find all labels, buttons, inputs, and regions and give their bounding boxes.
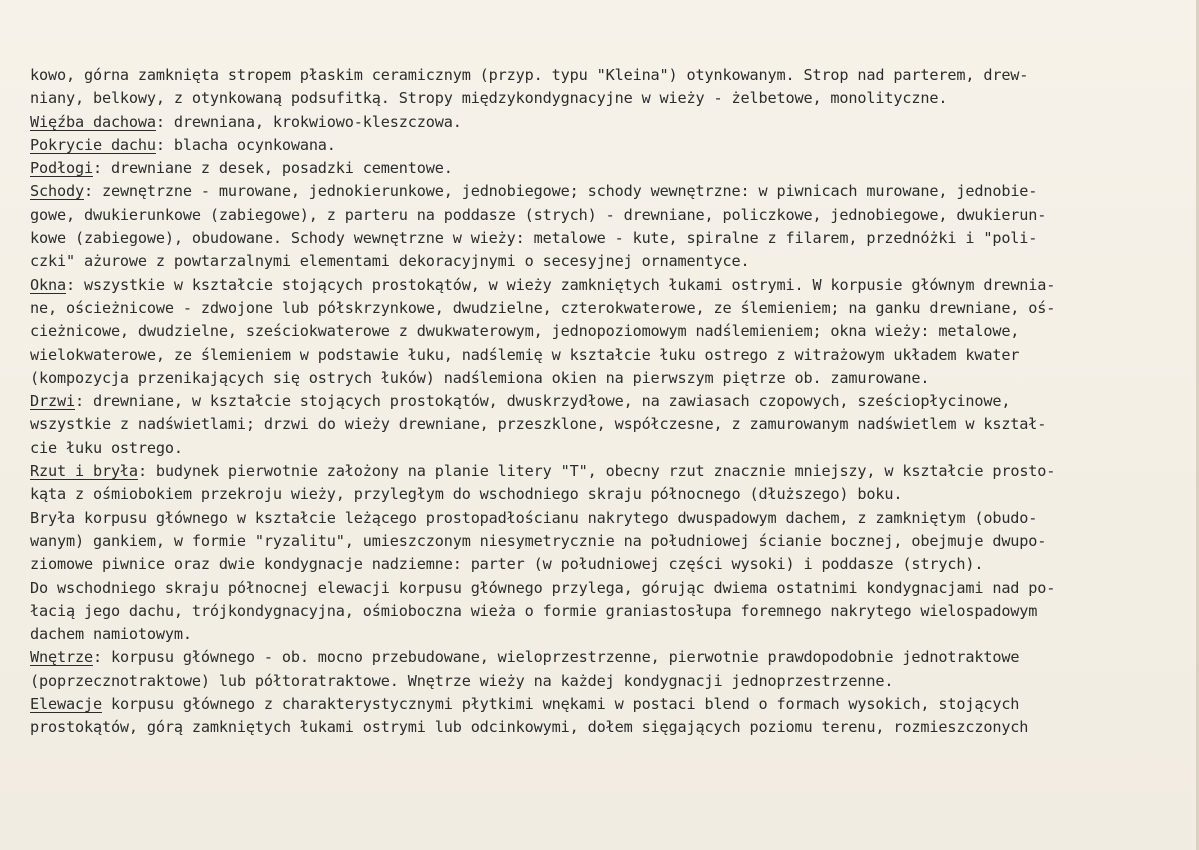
text-line: [30, 507, 1180, 530]
text-line: [30, 250, 1180, 273]
text-line: [30, 670, 1180, 693]
text-line: [30, 413, 1180, 436]
section-heading: Schody: [30, 182, 84, 201]
section-heading: Elewacje: [30, 695, 102, 714]
line-text: : budynek pierwotnie założony na planie litery "T", obecny rzut znacznie mniejszy, w kształcie prosto-: [137, 462, 1056, 481]
line-text: korpusu głównego z charakterystycznymi płytkimi wnękami w postaci blend o formach wysokich, stojących: [101, 695, 1020, 714]
section-heading: Rzut i bryła: [30, 462, 138, 481]
line-text: Bryła korpusu głównego w kształcie leżącego prostopadłościanu nakrytego dwuspadowym dachem, z zamkniętym (obudo-: [30, 508, 1038, 527]
text-line: [30, 600, 1180, 623]
text-line: [30, 483, 1180, 506]
text-line: [30, 693, 1180, 716]
line-text: łacią jego dachu, trójkondygnacyjna, ośmioboczna wieża o formie graniastosłupa foremnego nakrytego wielospadowym: [30, 601, 1038, 620]
text-line: [30, 577, 1180, 600]
line-text: kowe (zabiegowe), obudowane. Schody wewnętrzne w wieży: metalowe - kute, spiralne z filarem, przednóżki i "poli-: [30, 229, 1038, 248]
text-line: [30, 134, 1180, 157]
section-heading: Drzwi: [30, 392, 75, 411]
line-text: wielokwaterowe, ze ślemieniem w podstawie łuku, nadślemię w kształcie łuku ostrego z witrażowym układem kwater: [30, 345, 1020, 364]
line-text: kowo, górna zamknięta stropem płaskim ceramicznym (przyp. typu "Kleina") otynkowanym. Strop nad parterem, drew-: [30, 66, 1029, 84]
line-text: gowe, dwukierunkowe (zabiegowe), z parteru na poddasze (strych) - drewniane, policzkowe, jednobiegowe, dwukierun-: [30, 205, 1047, 224]
section-heading: Okna: [30, 275, 66, 294]
line-text: kąta z ośmiobokiem przekroju wieży, przyległym do wschodniego skraju północnego (dłuższego) boku.: [30, 485, 903, 504]
line-text: (kompozycja przenikających się ostrych łuków) nadślemiona okien na pierwszym piętrze ob. zamurowane.: [30, 368, 930, 387]
text-line: [30, 367, 1180, 390]
line-text: (poprzecznotraktowe) lub półtoratraktowe. Wnętrze wieży na każdej kondygnacji jednoprzestrzenne.: [30, 671, 894, 690]
text-line: [30, 553, 1180, 576]
line-text: ziomowe piwnice oraz dwie kondygnacje nadziemne: parter (w południowej części wysoki) i poddasze (strych).: [30, 555, 984, 574]
text-line: [30, 204, 1180, 227]
line-text: : drewniane z desek, posadzki cementowe.: [92, 159, 453, 178]
line-text: cieżnicowe, dwudzielne, sześciokwaterowe z dwukwaterowym, jednopoziomowym nadślemieniem; okna wieży: metalowe,: [30, 322, 1020, 341]
line-text: cie łuku ostrego.: [30, 438, 183, 457]
line-text: prostokątów, górą zamkniętych łukami ostrymi lub odcinkowymi, dołem sięgających poziomu terenu, rozmieszczonych: [30, 718, 1029, 737]
line-text: : zewnętrzne - murowane, jednokierunkowe, jednobiegowe; schody wewnętrzne: w piwnicach murowane, jednobie-: [83, 182, 1038, 201]
text-line: [30, 320, 1180, 343]
line-text: wszystkie z nadświetlami; drzwi do wieży drewniane, przeszklone, współczesne, z zamurowanym nadświetlem w kształ-: [30, 415, 1047, 434]
line-text: : drewniane, w kształcie stojących prostokątów, dwuskrzydłowe, na zawiasach czopowych, sześciopłycinowe,: [74, 392, 1011, 411]
line-text: : drewniana, krokwiowo-kleszczowa.: [155, 112, 462, 131]
text-line: [30, 437, 1180, 460]
text-line: [30, 111, 1180, 134]
text-line: [30, 646, 1180, 669]
section-heading: Wnętrze: [30, 648, 93, 667]
line-text: ne, ościeżnicowe - zdwojone lub półskrzynkowe, dwudzielne, czterokwaterowe, ze ślemieniem; na ganku drewniane, oś-: [30, 298, 1056, 317]
line-text: dachem namiotowym.: [30, 625, 192, 644]
text-line: [30, 157, 1180, 180]
text-line: [30, 274, 1180, 297]
text-line: [30, 623, 1180, 646]
text-line: [30, 460, 1180, 483]
text-line: [30, 390, 1180, 413]
line-text: niany, belkowy, z otynkowaną podsufitką. Stropy międzykondygnacyjne w wieży - żelbetowe, monolityczne.: [30, 89, 948, 108]
line-text: : korpusu głównego - ob. mocno przebudowane, wieloprzestrzenne, pierwotnie prawdopodobnie jednotraktowe: [92, 648, 1020, 667]
text-line: [30, 227, 1180, 250]
text-line: [30, 64, 1180, 87]
line-text: czki" ażurowe z powtarzalnymi elementami dekoracyjnymi o secesyjnej ornamentyce.: [30, 252, 750, 271]
document-body: [30, 64, 1180, 740]
text-line: [30, 297, 1180, 320]
line-text: wanym) gankiem, w formie "ryzalitu", umieszczonym niesymetrycznie na południowej ścianie bocznej, obejmuje dwupo-: [30, 531, 1047, 550]
text-line: [30, 344, 1180, 367]
section-heading: Podłogi: [30, 159, 93, 178]
text-line: [30, 716, 1180, 739]
line-text: Do wschodniego skraju północnej elewacji korpusu głównego przylega, górując dwiema ostatnimi kondygnacjami nad po-: [30, 578, 1056, 597]
section-heading: Więźba dachowa: [30, 112, 156, 131]
line-text: : wszystkie w kształcie stojących prostokątów, w wieży zamkniętych łukami ostrymi. W korpusie głównym drewnia-: [65, 275, 1056, 294]
text-line: [30, 87, 1180, 110]
text-line: [30, 180, 1180, 203]
line-text: : blacha ocynkowana.: [155, 135, 336, 154]
section-heading: Pokrycie dachu: [30, 135, 156, 154]
text-line: [30, 530, 1180, 553]
